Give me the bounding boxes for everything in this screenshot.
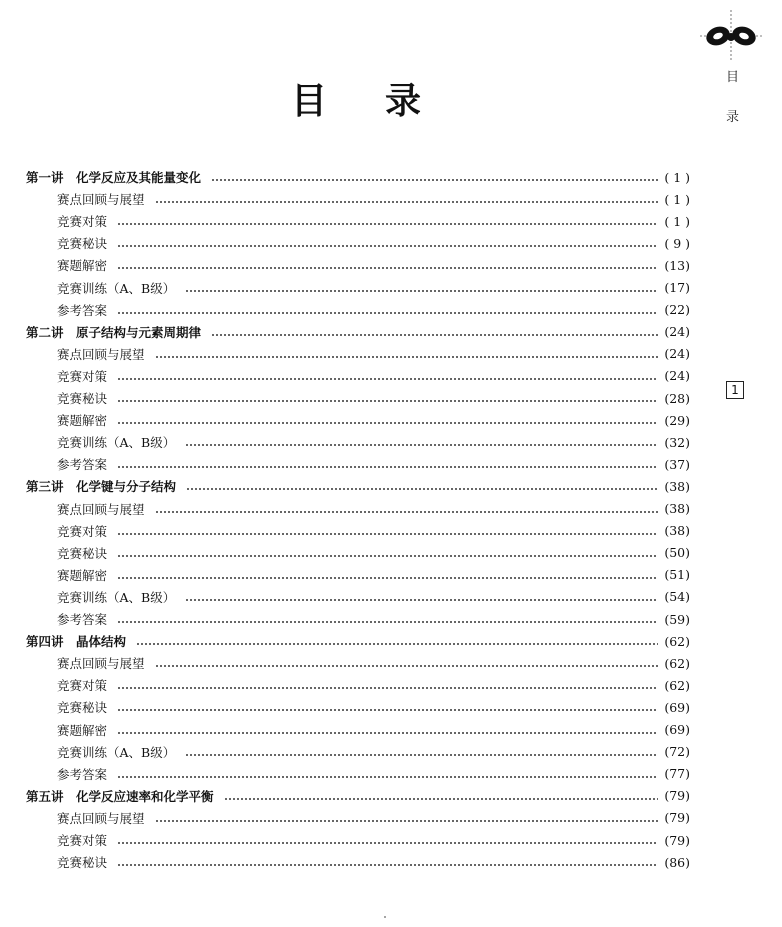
toc-dot-leader [155, 511, 659, 513]
toc-section-entry[interactable] [57, 277, 690, 299]
toc-section-entry[interactable] [57, 299, 690, 321]
toc-dot-leader [186, 488, 658, 490]
toc-entry-page: (72) [664, 744, 690, 760]
toc-entry-label: 竞赛对策 [57, 678, 108, 694]
toc-chapter-entry[interactable] [26, 630, 690, 652]
toc-dot-leader [117, 621, 658, 623]
toc-entry-label: 赛点回顾与展望 [57, 192, 145, 208]
toc-entry-label: 参考答案 [57, 766, 108, 782]
toc-entry-page: (17) [664, 280, 690, 295]
toc-entry-label: 赛点回顾与展望 [57, 810, 145, 826]
toc-entry-label: 竞赛训练（A、B级） [57, 744, 176, 760]
toc-chapter-entry[interactable] [26, 475, 690, 497]
toc-section-entry[interactable] [57, 829, 690, 851]
toc-entry-page: (79) [664, 810, 690, 826]
toc-entry-page: (28) [664, 390, 690, 406]
toc-entry-label: 第四讲 晶体结构 [26, 634, 127, 650]
toc-entry-label: 竞赛秘诀 [57, 855, 108, 871]
toc-section-entry[interactable] [57, 409, 690, 431]
toc-entry-label: 赛点回顾与展望 [57, 346, 145, 362]
toc-chapter-entry[interactable] [26, 166, 690, 188]
toc-entry-label: 竞赛对策 [57, 214, 108, 230]
toc-dot-leader [117, 223, 658, 225]
toc-entry-page: (69) [664, 722, 690, 737]
toc-entry-page: (13) [664, 257, 690, 273]
toc-section-entry[interactable] [57, 542, 690, 564]
toc-dot-leader [117, 400, 658, 402]
toc-dot-leader [117, 533, 658, 535]
toc-entry-page: (50) [664, 545, 690, 561]
toc-dot-leader [136, 643, 658, 645]
toc-entry-label: 参考答案 [57, 302, 108, 318]
toc-dot-leader [155, 356, 659, 358]
toc-entry-page: (24) [664, 368, 690, 384]
toc-entry-page: (86) [664, 854, 690, 870]
toc-entry-page: (32) [664, 434, 690, 450]
toc-entry-page: ( 9 ) [664, 235, 690, 251]
side-char-mu: 目 [726, 70, 740, 85]
toc-entry-label: 竞赛训练（A、B级） [57, 589, 176, 605]
bow-ornament-icon [700, 10, 762, 60]
toc-dot-leader [117, 709, 658, 711]
toc-section-entry[interactable] [57, 807, 690, 829]
toc-section-entry[interactable] [57, 498, 690, 520]
toc-dot-leader [155, 665, 659, 667]
toc-entry-page: ( 1 ) [664, 191, 690, 207]
toc-entry-page: (69) [664, 699, 690, 715]
toc-entry-page: (62) [664, 655, 690, 671]
toc-entry-label: 竞赛秘诀 [57, 700, 108, 716]
toc-section-entry[interactable] [57, 210, 690, 232]
toc-entry-page: (24) [664, 346, 690, 362]
page-title: 目录 [291, 81, 480, 122]
toc-entry-page: (77) [664, 766, 690, 782]
toc-dot-leader [117, 245, 658, 247]
toc-section-entry[interactable] [57, 343, 690, 365]
toc-entry-label: 竞赛训练（A、B级） [57, 280, 176, 296]
toc-entry-label: 竞赛秘诀 [57, 545, 108, 561]
toc-entry-page: (62) [664, 633, 690, 649]
toc-entry-label: 竞赛训练（A、B级） [57, 435, 176, 451]
toc-section-entry[interactable] [57, 763, 690, 785]
toc-dot-leader [211, 179, 658, 181]
toc-entry-page: (38) [664, 501, 690, 516]
toc-dot-leader [185, 444, 658, 446]
toc-section-entry[interactable] [57, 851, 690, 873]
side-char-lu: 录 [726, 110, 740, 125]
toc-entry-label: 赛题解密 [57, 567, 108, 583]
toc-entry-label: 参考答案 [57, 457, 108, 473]
toc-entry-page: (24) [664, 324, 690, 340]
toc-dot-leader [117, 555, 658, 557]
toc-entry-page: (51) [664, 567, 690, 583]
toc-dot-leader [117, 312, 658, 314]
toc-entry-page: (79) [664, 788, 690, 804]
toc-section-entry[interactable] [57, 674, 690, 696]
toc-entry-label: 第二讲 原子结构与元素周期律 [26, 324, 202, 340]
toc-entry-page: (79) [664, 832, 690, 848]
toc-entry-label: 竞赛秘诀 [57, 391, 108, 406]
toc-dot-leader [155, 201, 659, 203]
toc-section-entry[interactable] [57, 608, 690, 630]
toc-dot-leader [117, 842, 658, 844]
toc-dot-leader [117, 422, 658, 424]
toc-chapter-entry[interactable] [26, 785, 690, 807]
toc-section-entry[interactable] [57, 696, 690, 718]
toc-entry-label: 参考答案 [57, 612, 108, 627]
toc-entry-page: (38) [664, 478, 690, 494]
toc-entry-page: (54) [664, 589, 690, 605]
page-number: 1 [726, 381, 744, 399]
toc-entry-page: (59) [664, 611, 690, 627]
toc-dot-leader [117, 378, 658, 380]
toc-entry-label: 竞赛对策 [57, 523, 108, 539]
toc-dot-leader [185, 754, 658, 756]
toc-section-entry[interactable] [57, 520, 690, 542]
toc-section-entry[interactable] [57, 719, 690, 741]
toc-entry-page: ( 1 ) [664, 213, 690, 229]
toc-section-entry[interactable] [57, 387, 690, 409]
toc-entry-label: 赛题解密 [57, 258, 108, 274]
toc-entry-label: 竞赛对策 [57, 833, 108, 848]
toc-entry-label: 第一讲 化学反应及其能量变化 [26, 170, 202, 185]
toc-entry-label: 第三讲 化学键与分子结构 [26, 479, 177, 495]
toc-entry-label: 赛点回顾与展望 [57, 656, 145, 672]
toc-dot-leader [185, 290, 658, 292]
toc-entry-label: 竞赛秘诀 [57, 236, 108, 252]
toc-section-entry[interactable] [57, 564, 690, 586]
toc-section-entry[interactable] [57, 652, 690, 674]
toc-entry-label: 赛题解密 [57, 722, 108, 738]
toc-dot-leader [117, 732, 658, 734]
toc-section-entry[interactable] [57, 431, 690, 453]
toc-section-entry[interactable] [57, 188, 690, 210]
toc-dot-leader [185, 599, 658, 601]
toc-section-entry[interactable] [57, 232, 690, 254]
toc-chapter-entry[interactable] [26, 321, 690, 343]
toc-dot-leader [117, 577, 658, 579]
toc-entry-page: (22) [664, 302, 690, 318]
toc-dot-leader [117, 267, 658, 269]
toc-entry-page: (37) [664, 456, 690, 472]
toc-section-entry[interactable] [57, 586, 690, 608]
toc-entry-label: 第五讲 化学反应速率和化学平衡 [26, 788, 214, 804]
toc-dot-leader [117, 466, 658, 468]
toc-dot-leader [211, 334, 658, 336]
toc-section-entry[interactable] [57, 254, 690, 276]
toc-dot-leader [155, 820, 659, 822]
toc-section-entry[interactable] [57, 365, 690, 387]
footer-dot [384, 916, 386, 918]
toc-dot-leader [117, 776, 658, 778]
toc-entry-label: 赛题解密 [57, 413, 108, 429]
toc-dot-leader [117, 864, 658, 866]
toc-dot-leader [117, 687, 658, 689]
toc-entry-page: ( 1 ) [664, 169, 690, 185]
toc-entry-page: (29) [664, 412, 690, 428]
toc-entry-page: (38) [664, 523, 690, 539]
toc-entry-label: 竞赛对策 [57, 368, 108, 384]
toc-dot-leader [224, 798, 659, 800]
toc-section-entry[interactable] [57, 453, 690, 475]
toc-entry-page: (62) [664, 677, 690, 693]
toc-section-entry[interactable] [57, 741, 690, 763]
toc-entry-label: 赛点回顾与展望 [57, 501, 145, 517]
